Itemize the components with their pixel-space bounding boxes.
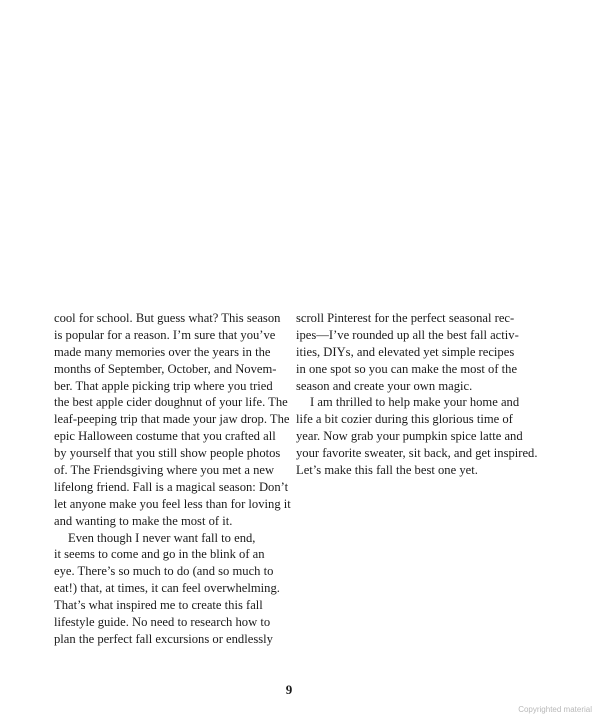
- text-line: ber. That apple picking trip where you tried: [54, 378, 273, 393]
- text-line: I am thrilled to help make your home and: [310, 395, 520, 410]
- text-line: That’s what inspired me to create this fall: [54, 598, 263, 613]
- text-line: in one spot so you can make the most of the: [296, 361, 518, 376]
- left-paragraph-2: [54, 530, 286, 648]
- text-line: the best apple cider doughnut of your life. The: [54, 395, 288, 410]
- right-paragraph-2: [296, 394, 536, 478]
- text-line: eye. There’s so much to do (and so much to: [54, 564, 274, 579]
- text-line: Let’s make this fall the best one yet.: [296, 463, 478, 478]
- copyright-watermark: Copyrighted material: [518, 705, 592, 714]
- text-line: plan the perfect fall excursions or endlessly: [54, 631, 273, 646]
- text-line: Even though I never want fall to end,: [68, 530, 256, 545]
- text-line: leaf-peeping trip that made your jaw drop. The: [54, 412, 290, 427]
- text-line: made many memories over the years in the: [54, 344, 271, 359]
- text-line: scroll Pinterest for the perfect seasonal rec-: [296, 311, 515, 325]
- left-paragraph-1: [54, 310, 291, 530]
- text-line: lifestyle guide. No need to research how to: [54, 615, 271, 630]
- text-line: lifelong friend. Fall is a magical season: Don’t: [54, 479, 289, 494]
- page-number: 9: [285, 682, 293, 697]
- text-line: season and create your own magic.: [296, 378, 473, 393]
- text-line: life a bit cozier during this glorious time of: [296, 412, 513, 427]
- text-line: epic Halloween costume that you crafted all: [54, 429, 276, 444]
- text-line: let anyone make you feel less than for loving it: [54, 496, 291, 511]
- text-line: by yourself that you still show people photos: [54, 446, 281, 461]
- text-line: year. Now grab your pumpkin spice latte and: [296, 429, 523, 444]
- text-line: eat!) that, at times, it can feel overwhelming.: [54, 581, 280, 596]
- text-line: ities, DIYs, and elevated yet simple recipes: [296, 344, 515, 359]
- right-paragraph-1: [296, 310, 536, 394]
- text-line: your favorite sweater, sit back, and get inspired.: [296, 446, 538, 461]
- text-line: and wanting to make the most of it.: [54, 513, 233, 528]
- text-line: it seems to come and go in the blink of an: [54, 547, 265, 562]
- text-line: of. The Friendsgiving where you met a new: [54, 463, 275, 478]
- left-column: [54, 310, 291, 648]
- text-line: is popular for a reason. I’m sure that you’ve: [54, 327, 276, 342]
- text-line: cool for school. But guess what? This season: [54, 311, 281, 325]
- right-column: [296, 310, 536, 479]
- text-line: ipes—I’ve rounded up all the best fall activ-: [296, 327, 519, 342]
- text-line: months of September, October, and Novem-: [54, 361, 277, 376]
